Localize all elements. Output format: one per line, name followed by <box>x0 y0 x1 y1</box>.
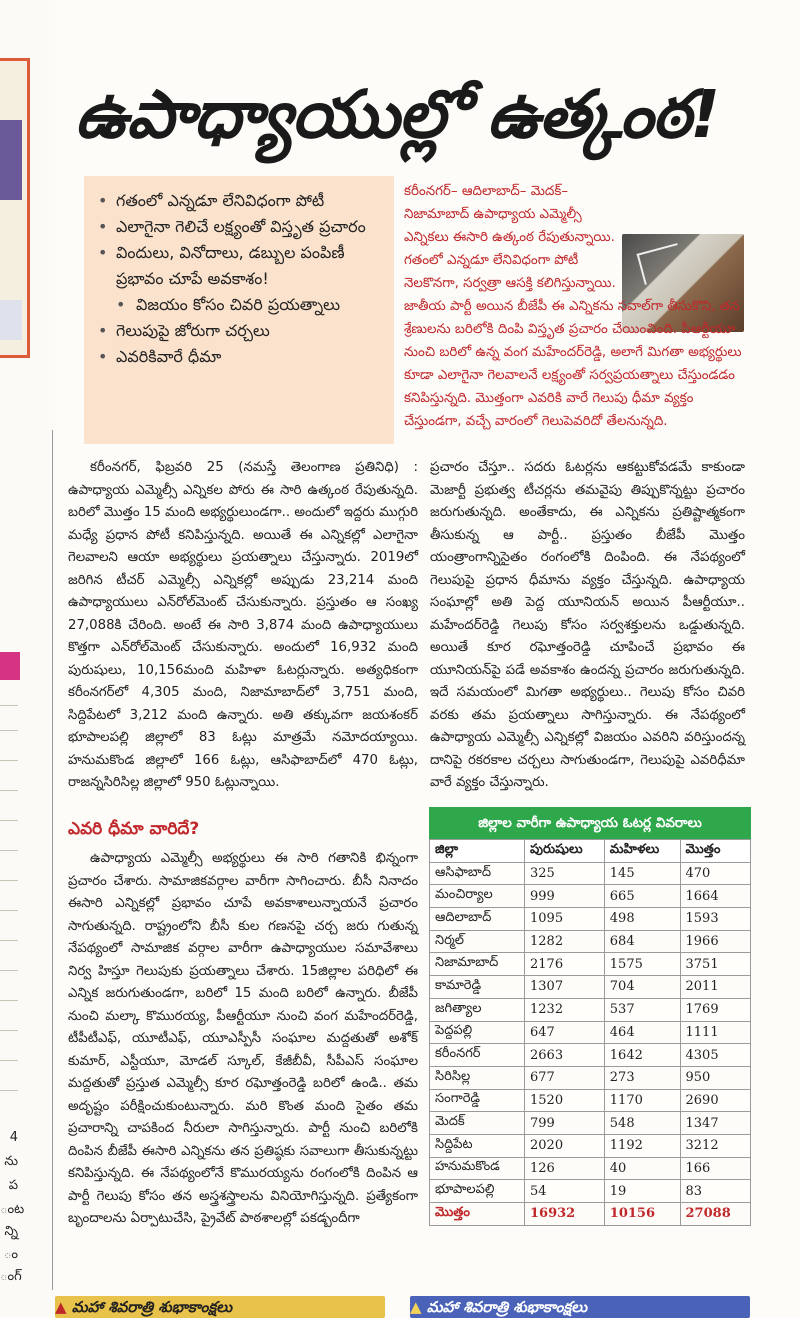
adjacent-rule <box>0 730 18 731</box>
table-cell: 999 <box>525 885 605 908</box>
table-cell: 40 <box>604 1157 680 1180</box>
table-total-row <box>430 1203 751 1226</box>
adjacent-text-fragment: ంగ్‌ <box>0 1269 22 1284</box>
table-cell: 1347 <box>680 1112 750 1135</box>
adjacent-rule <box>0 820 18 821</box>
column-header: జిల్లా <box>430 840 525 863</box>
table-cell: 1111 <box>680 1021 750 1044</box>
table-cell: 537 <box>604 998 680 1021</box>
highlight-item: • విందులు, వినోదాలు, డబ్బుల పంపిణీ ప్రభావం చూపే అవకాశం! <box>94 240 386 292</box>
table-cell: 647 <box>525 1021 605 1044</box>
table-cell: 3751 <box>680 953 750 976</box>
table-cell: భూపాలపల్లి <box>430 1180 525 1203</box>
table-cell: 1095 <box>525 908 605 931</box>
table-cell: 1232 <box>525 998 605 1021</box>
table-cell: 464 <box>604 1021 680 1044</box>
adjacent-rule <box>0 970 18 971</box>
table-cell: 1664 <box>680 885 750 908</box>
lamp-icon: ▲ <box>410 1298 422 1316</box>
adjacent-rule <box>0 1030 18 1031</box>
adjacent-rule <box>0 1000 18 1001</box>
table-cell: 684 <box>604 930 680 953</box>
table-cell: 4305 <box>680 1044 750 1067</box>
table-cell: 498 <box>604 908 680 931</box>
table-cell: హనుమకొండ <box>430 1157 525 1180</box>
table-row <box>430 976 751 999</box>
table-title: జిల్లాల వారీగా ఉపాధ్యాయ ఓటర్ల వివరాలు <box>429 807 751 839</box>
column-header: పురుషులు <box>525 840 605 863</box>
table-row <box>430 1180 751 1203</box>
table-cell: పెద్దపల్లి <box>430 1021 525 1044</box>
table-row <box>430 930 751 953</box>
table-cell: 1966 <box>680 930 750 953</box>
table-cell: నిర్మల్‌ <box>430 930 525 953</box>
table-cell: 548 <box>604 1112 680 1135</box>
festival-greeting-banner <box>410 1296 750 1318</box>
adjacent-table-header <box>0 652 20 680</box>
table-cell: 1642 <box>604 1044 680 1067</box>
column-header: మొత్తం <box>680 840 750 863</box>
table-cell: నిజామాబాద్‌ <box>430 953 525 976</box>
intro-paragraph <box>404 180 749 433</box>
voters-table <box>429 807 751 1226</box>
table-cell: 677 <box>525 1066 605 1089</box>
table-cell: 799 <box>525 1112 605 1135</box>
article-paragraph-3: ప్రచారం చేస్తూ.. సదరు ఓటర్లను ఆకట్టుకోవడమే కాకుండా మెజార్టీ ప్రభుత్వ టీచర్లను తమవైపు తిప్పుకొన్నట్టు ప్రచారం జరుగుతున్నది. అంతేకాదు, ఈ ఎన్నికను ప్రతిష్టాత్మకంగా తీసుకున్న ఆ పార్టీ.. ప్రస్తుతం బీజేపీ మొత్తం యంత్రాంగాన్నిసైతం రంగంలోకి దింపింది. ఈ నేపథ్యంలో గెలుపుపై ప్రధాన ధీమాను వ్యక్తం చేస్తున్నది. ఉపాధ్యాయ సంఘాల్లో అతి పెద్ద యూనియన్‌ అయిన పీఆర్టీయూ.. మహేందర్‌రెడ్డి గెలుపు కోసం సర్వశక్తులను ఒడ్డుతున్నది. అయితే కూర రఘోత్తంరెడ్డి చూపించే ప్రభావం ఈ యూనియన్‌పై పడే అవకాశం ఉందన్న ప్రచారం జరుగుతున్నది. ఇదే సమయంలో మిగతా అభ్యర్థులు.. గెలుపు కోసం చివరి వరకు తమ ప్రయత్నాలు సాగిస్తున్నారు. ఈ నేపథ్యంలో ఉపాధ్యాయ ఎమ్మెల్సీ ఎన్నికల్లో విజయం ఎవరిని వరిస్తుందన్న దానిపై రకరకాల చర్చలు సాగుతుండగా, గెలుపుపై ఎవరిధీమా వారే వ్యక్తం చేస్తున్నారు. <box>430 460 745 790</box>
adjacent-text-fragment: ంట <box>0 1202 25 1217</box>
table-cell: 2011 <box>680 976 750 999</box>
table-cell: 1282 <box>525 930 605 953</box>
table-cell: జగిత్యాల <box>430 998 525 1021</box>
adjacent-rule <box>0 940 18 941</box>
banner-text: మహా శివరాత్రి శుభాకాంక్షలు <box>426 1298 588 1316</box>
adjacent-rule <box>0 1090 18 1091</box>
table-cell: 1170 <box>604 1089 680 1112</box>
adjacent-rule <box>0 1060 18 1061</box>
adjacent-text-fragment: ం <box>3 1247 18 1262</box>
table-row <box>430 862 751 885</box>
intro-text: కరీంనగర్‌– ఆదిలాబాద్‌– మెదక్‌– నిజామాబాద్‌ ఉపాధ్యాయ ఎమ్మెల్సీ ఎన్నికలు ఈసారి ఉత్కంఠ రేపుతున్నాయి. గతంలో ఎన్నడూ లేనివిధంగా పోటీ నెలకొనగా, సర్వత్రా ఆసక్తి కలిగిస్తున్నాయి. జాతీయ పార్టీ అయిన బీజేపీ ఈ ఎన్నికను సవాల్‌గా తీసుకొని, తన శ్రేణులను బరిలోకి దింపి విస్తృత ప్రచారం చేయించింది. పీఆర్టీయూ నుంచి బరిలో ఉన్న వంగ మహేందర్‌రెడ్డి, అలాగే మిగతా అభ్యర్థులు కూడా ఎలాగైనా గెలవాలనే లక్ష్యంతో సర్వప్రయత్నాలు చేస్తుండడం కనిపిస్తున్నది. మొత్తంగా ఎవరికి వారే గెలుపు ధీమా వ్యక్తం చేస్తుండగా, వచ్చే వారంలో గెలుపెవరిదో తేలనున్నది. <box>404 184 742 429</box>
table-row <box>430 1089 751 1112</box>
table-cell: కరీంనగర్‌ <box>430 1044 525 1067</box>
table-cell: 54 <box>525 1180 605 1203</box>
table-row <box>430 908 751 931</box>
adjacent-rule <box>0 850 18 851</box>
table-cell: సిద్దిపేట <box>430 1134 525 1157</box>
table-row <box>430 1112 751 1135</box>
table-cell: 10156 <box>604 1203 680 1226</box>
table-cell: 273 <box>604 1066 680 1089</box>
table-cell: మంచిర్యాల <box>430 885 525 908</box>
table-row <box>430 1066 751 1089</box>
adjacent-ad-image-lower <box>0 300 22 340</box>
table-row <box>430 953 751 976</box>
highlight-item: • గతంలో ఎన్నడూ లేనివిధంగా పోటీ <box>94 188 386 214</box>
adjacent-rule <box>0 760 18 761</box>
table-row <box>430 1021 751 1044</box>
table-row <box>430 885 751 908</box>
column-divider <box>52 430 53 1290</box>
adjacent-rule <box>0 910 18 911</box>
table-cell: 16932 <box>525 1203 605 1226</box>
highlights-box <box>84 176 394 444</box>
adjacent-text-fragment: 4 <box>9 1130 18 1145</box>
table-row <box>430 1157 751 1180</box>
festival-greeting-banner <box>55 1296 385 1318</box>
table-cell: 1593 <box>680 908 750 931</box>
table-cell: 950 <box>680 1066 750 1089</box>
table-cell: మెదక్‌ <box>430 1112 525 1135</box>
adjacent-text-fragment: న్ని <box>4 1224 18 1239</box>
table-cell: 2663 <box>525 1044 605 1067</box>
table-cell: 83 <box>680 1180 750 1203</box>
adjacent-rule <box>0 790 18 791</box>
column-header: మహిళలు <box>604 840 680 863</box>
table-cell: సిరిసిల్ల <box>430 1066 525 1089</box>
banner-text: మహా శివరాత్రి శుభాకాంక్షలు <box>71 1298 233 1316</box>
table-cell: 1192 <box>604 1134 680 1157</box>
highlight-item: • ఎలాగైనా గెలిచే లక్ష్యంతో విస్తృత ప్రచారం <box>94 214 386 240</box>
photo-wrap-space <box>621 180 749 284</box>
table-cell: ఆసిఫాబాద్‌ <box>430 862 525 885</box>
table-cell: 665 <box>604 885 680 908</box>
table-cell: ఆదిలాబాద్‌ <box>430 908 525 931</box>
highlight-item: • ఎవరికివారే ధీమా <box>94 344 386 370</box>
table-cell: సంగారెడ్డి <box>430 1089 525 1112</box>
headline: ఉపాధ్యాయుల్లో ఉత్కంఠ! <box>75 76 720 153</box>
table-cell: 145 <box>604 862 680 885</box>
table-cell: 1769 <box>680 998 750 1021</box>
table-cell: మొత్తం <box>430 1203 525 1226</box>
table-row <box>430 1044 751 1067</box>
article-paragraph-1: కరీంనగర్‌, ఫిబ్రవరి 25 (నమస్తే తెలంగాణ ప్రతినిధి) : ఉపాధ్యాయ ఎమ్మెల్సీ ఎన్నికల పోరు ఈ సారి ఉత్కంఠ రేపుతున్నది. బరిలో మొత్తం 15 మంది అభ్యర్థులుండగా.. అందులో ఇద్దరు ముగ్గురి మధ్యే ప్రధాన పోటీ కనిపిస్తున్నది. అయితే ఈ ఎన్నికల్లో ఎలాగైనా గెలవాలని ఆయా అభ్యర్థులు ప్రయత్నాలు చేస్తున్నారు. 2019లో జరిగిన టీచర్‌ ఎమ్మెల్సీ ఎన్నికల్లో అప్పుడు 23,214 మంది ఉపాధ్యాయులు ఎన్‌రోల్‌మెంట్‌ చేసుకున్నారు. ప్రస్తుతం ఆ సంఖ్య 27,088కి చేరింది. అంటే ఈ సారి 3,874 మంది ఉపాధ్యాయులు కొత్తగా ఎన్‌రోల్‌మెంట్‌ చేసుకున్నారు. అందులో 16,932 మంది పురుషులు, 10,156మంది మహిళా ఓటర్లున్నారు. అత్యధికంగా కరీంనగర్‌లో 4,305 మంది, నిజామాబాద్‌లో 3,751 మంది, సిద్దిపేటలో 3,212 మంది ఉన్నారు. అతి తక్కువగా జయశంకర్‌ భూపాలపల్లి జిల్లాలో 83 ఓట్లు మాత్రమే నమోదయ్యాయి. హనుమకొండ జిల్లాలో 166 ఓట్లు, ఆసిఫాబాద్‌లో 470 ఓట్లు, రాజన్నసిరిసిల్ల జిల్లాలో 950 ఓట్లున్నాయి. <box>68 460 418 790</box>
table-cell: 1575 <box>604 953 680 976</box>
highlight-item: • విజయం కోసం చివరి ప్రయత్నాలు <box>94 292 386 318</box>
table-cell: 19 <box>604 1180 680 1203</box>
table-cell: 2176 <box>525 953 605 976</box>
lamp-icon: ▲ <box>55 1298 67 1316</box>
table-row <box>430 998 751 1021</box>
table-cell: 2690 <box>680 1089 750 1112</box>
article-paragraph-2: ఉపాధ్యాయ ఎమ్మెల్సీ అభ్యర్థులు ఈ సారి గతానికి భిన్నంగా ప్రచారం చేశారు. సామాజికవర్గాల వారీగా సాగించారు. బీసీ నినాదం ఈసారి ఎన్నికల్లో ప్రభావం చూపే అవకాశాలున్నాయనే ప్రచారం సాగుతున్నది. రాష్ట్రంలోని బీసీ కుల గణనపై చర్చ జరు గుతున్న నేపథ్యంలో సామాజిక వర్గాల వారీగా ఉపాధ్యాయుల సమావేశాలు నిర్వ హిస్తూ గెలుపుకు ప్రయత్నాలు చేశారు. 15జిల్లాల పరిధిలో ఈ ఎన్నిక జరుగుతుండగా, బరిలో 15 మంది బరిలో ఉన్నారు. బీజేపీ నుంచి మల్కా కొమురయ్య, పీఆర్టీయూ నుంచి వంగ మహేందర్‌రెడ్డి, టీపీటీఎఫ్‌, యూటీఎఫ్‌, యూఎస్పీసీ సంఘాల మద్దతుతో అశోక్‌ కుమార్‌, ఎస్టీయూ, మోడల్‌ స్కూల్‌, కేజీబీవీ, సీపీఎస్‌ సంఘాల మద్దతుతో ప్రస్తుత ఎమ్మెల్సీ కూర రఘోత్తంరెడ్డి బరిలో ఉండి.. తమ అదృష్టం పరీక్షించుకుంటున్నారు. మరి కొంత మంది సైతం తమ ప్రచారాన్ని చాపకింద నీరులా సాగిస్తున్నారు. పార్టీ నుంచి బరిలోకి దింపిన బీజేపీ ఈసారి ఎన్నికను తన ప్రతిష్ఠకు సవాలుగా తీసుకున్నట్టు కనిపిస్తున్నది. ఈ నేపథ్యంలోనే కొమురయ్యను రంగంలోకి దింపిన ఆ పార్టీ గెలుపు కోసం తన అస్త్రశస్త్రాలను వినియోగిస్తున్నది. ప్రత్యేకంగా బృందాలను ఏర్పాటుచేసి, ప్రైవేట్‌ పాఠశాలల్లో పకడ్బందీగా <box>68 851 418 1226</box>
adjacent-ad-image <box>0 120 22 200</box>
adjacent-rule <box>0 705 18 706</box>
table-cell: 3212 <box>680 1134 750 1157</box>
subheading: ఎవరి ధీమా వారిదే? <box>68 819 200 839</box>
table-cell: 126 <box>525 1157 605 1180</box>
table-cell: 470 <box>680 862 750 885</box>
adjacent-rule <box>0 880 18 881</box>
table-cell: 27088 <box>680 1203 750 1226</box>
table-row <box>430 1134 751 1157</box>
table-cell: 704 <box>604 976 680 999</box>
adjacent-text-fragment: ప <box>8 1178 18 1193</box>
table-cell: 325 <box>525 862 605 885</box>
table-cell: కామారెడ్డి <box>430 976 525 999</box>
adjacent-text-fragment: ను <box>4 1154 18 1169</box>
table-cell: 2020 <box>525 1134 605 1157</box>
highlight-item: • గెలుపుపై జోరుగా చర్చలు <box>94 318 386 344</box>
table-cell: 1520 <box>525 1089 605 1112</box>
table-cell: 166 <box>680 1157 750 1180</box>
table-cell: 1307 <box>525 976 605 999</box>
